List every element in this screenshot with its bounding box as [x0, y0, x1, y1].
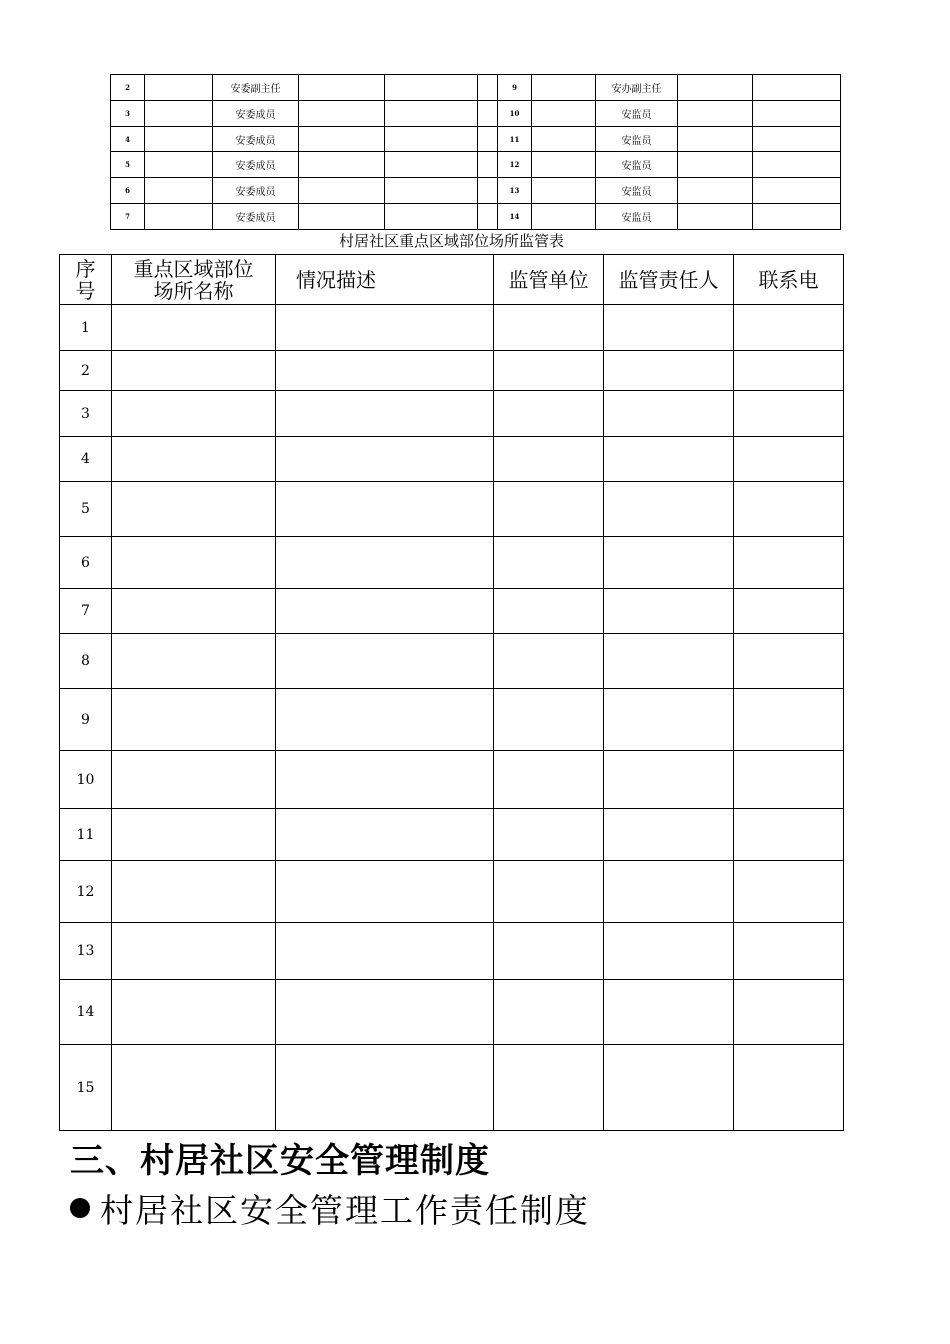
right-role: 安监员 — [596, 152, 678, 178]
supervision-table — [59, 254, 844, 1131]
empty-cell — [112, 861, 276, 923]
empty-cell — [604, 1045, 734, 1131]
empty-cell — [276, 634, 494, 689]
table-row — [111, 75, 841, 101]
right-row-number: 11 — [498, 126, 532, 152]
row-number: 13 — [60, 923, 112, 980]
empty-cell — [494, 391, 604, 437]
table-row — [60, 751, 844, 809]
empty-cell — [604, 305, 734, 351]
empty-cell — [494, 634, 604, 689]
table-row — [60, 391, 844, 437]
empty-cell — [734, 634, 844, 689]
empty-cell — [112, 351, 276, 391]
empty-cell — [112, 634, 276, 689]
row-number: 6 — [60, 537, 112, 589]
empty-cell — [734, 589, 844, 634]
empty-cell — [604, 689, 734, 751]
empty-cell — [112, 751, 276, 809]
left-role: 安委副主任 — [213, 75, 299, 101]
empty-cell — [604, 809, 734, 861]
table-row — [111, 152, 841, 178]
empty-cell — [276, 689, 494, 751]
right-row-number: 10 — [498, 100, 532, 126]
empty-cell — [734, 689, 844, 751]
left-row-number: 2 — [111, 75, 145, 101]
table-row — [60, 305, 844, 351]
right-role: 安监员 — [596, 126, 678, 152]
bullet-dot-icon — [70, 1198, 90, 1218]
table-caption: 村居社区重点区域部位场所监管表 — [338, 232, 564, 250]
empty-cell — [112, 923, 276, 980]
table-row — [60, 482, 844, 537]
empty-cell — [494, 305, 604, 351]
left-row-number: 6 — [111, 178, 145, 204]
empty-cell — [734, 482, 844, 537]
supervision-table-body — [60, 255, 844, 1131]
left-row-number: 5 — [111, 152, 145, 178]
committee-roster-body — [111, 75, 841, 230]
empty-cell — [276, 861, 494, 923]
right-role: 安办副主任 — [596, 75, 678, 101]
left-role: 安委成员 — [213, 178, 299, 204]
row-number: 11 — [60, 809, 112, 861]
row-number: 8 — [60, 634, 112, 689]
header-situation: 情况描述 — [276, 255, 494, 305]
section-heading: 三、村居社区安全管理制度 — [70, 1141, 490, 1181]
empty-cell — [276, 1045, 494, 1131]
empty-cell — [276, 351, 494, 391]
row-number: 15 — [60, 1045, 112, 1131]
table-row — [60, 809, 844, 861]
empty-cell — [276, 751, 494, 809]
right-role: 安监员 — [596, 178, 678, 204]
left-role: 安委成员 — [213, 152, 299, 178]
right-row-number: 14 — [498, 204, 532, 230]
empty-cell — [604, 861, 734, 923]
empty-cell — [276, 391, 494, 437]
empty-cell — [734, 1045, 844, 1131]
header-seq: 序号 — [60, 255, 112, 305]
table-row — [111, 178, 841, 204]
table-row — [60, 689, 844, 751]
right-role: 安监员 — [596, 100, 678, 126]
left-row-number: 3 — [111, 100, 145, 126]
empty-cell — [494, 980, 604, 1045]
empty-cell — [494, 809, 604, 861]
empty-cell — [494, 351, 604, 391]
left-role: 安委成员 — [213, 100, 299, 126]
empty-cell — [734, 305, 844, 351]
left-row-number: 4 — [111, 126, 145, 152]
table-row — [60, 861, 844, 923]
row-number: 3 — [60, 391, 112, 437]
empty-cell — [112, 589, 276, 634]
row-number: 4 — [60, 437, 112, 482]
right-role: 安监员 — [596, 204, 678, 230]
empty-cell — [604, 751, 734, 809]
empty-cell — [112, 537, 276, 589]
empty-cell — [734, 391, 844, 437]
header-unit: 监管单位 — [494, 255, 604, 305]
right-row-number: 13 — [498, 178, 532, 204]
empty-cell — [604, 391, 734, 437]
row-number: 7 — [60, 589, 112, 634]
empty-cell — [494, 751, 604, 809]
left-role: 安委成员 — [213, 204, 299, 230]
row-number: 2 — [60, 351, 112, 391]
empty-cell — [604, 589, 734, 634]
row-number: 1 — [60, 305, 112, 351]
row-number: 10 — [60, 751, 112, 809]
empty-cell — [276, 482, 494, 537]
empty-cell — [734, 861, 844, 923]
empty-cell — [734, 809, 844, 861]
empty-cell — [494, 1045, 604, 1131]
empty-cell — [604, 437, 734, 482]
header-person: 监管责任人 — [604, 255, 734, 305]
empty-cell — [494, 482, 604, 537]
table-row — [60, 1045, 844, 1131]
empty-cell — [276, 589, 494, 634]
table-row — [60, 537, 844, 589]
left-role: 安委成员 — [213, 126, 299, 152]
empty-cell — [112, 1045, 276, 1131]
empty-cell — [276, 809, 494, 861]
empty-cell — [494, 537, 604, 589]
empty-cell — [494, 923, 604, 980]
bullet-item-text: 村居社区安全管理工作责任制度 — [100, 1191, 590, 1230]
left-row-number: 7 — [111, 204, 145, 230]
empty-cell — [276, 537, 494, 589]
right-row-number: 9 — [498, 75, 532, 101]
empty-cell — [604, 351, 734, 391]
header-place-name: 重点区域部位场所名称 — [112, 255, 276, 305]
empty-cell — [734, 351, 844, 391]
table-row — [60, 980, 844, 1045]
empty-cell — [494, 861, 604, 923]
row-number: 9 — [60, 689, 112, 751]
table-row — [60, 437, 844, 482]
empty-cell — [734, 980, 844, 1045]
table-row — [111, 100, 841, 126]
row-number: 12 — [60, 861, 112, 923]
empty-cell — [604, 923, 734, 980]
committee-roster-table — [110, 74, 841, 230]
right-row-number: 12 — [498, 152, 532, 178]
empty-cell — [112, 437, 276, 482]
empty-cell — [734, 751, 844, 809]
empty-cell — [734, 923, 844, 980]
empty-cell — [112, 482, 276, 537]
header-row — [60, 255, 844, 305]
empty-cell — [112, 809, 276, 861]
empty-cell — [276, 437, 494, 482]
empty-cell — [276, 305, 494, 351]
table-row — [60, 589, 844, 634]
empty-cell — [604, 980, 734, 1045]
empty-cell — [604, 634, 734, 689]
empty-cell — [494, 589, 604, 634]
empty-cell — [494, 689, 604, 751]
header-phone: 联系电 — [734, 255, 844, 305]
empty-cell — [604, 537, 734, 589]
empty-cell — [734, 537, 844, 589]
empty-cell — [494, 437, 604, 482]
table-row — [111, 126, 841, 152]
empty-cell — [112, 980, 276, 1045]
row-number: 5 — [60, 482, 112, 537]
empty-cell — [734, 437, 844, 482]
table-row — [60, 923, 844, 980]
empty-cell — [112, 391, 276, 437]
empty-cell — [112, 689, 276, 751]
table-row — [111, 204, 841, 230]
empty-cell — [276, 923, 494, 980]
table-row — [60, 351, 844, 391]
table-row — [60, 634, 844, 689]
empty-cell — [604, 482, 734, 537]
empty-cell — [112, 305, 276, 351]
bullet-item — [70, 1185, 590, 1232]
row-number: 14 — [60, 980, 112, 1045]
empty-cell — [276, 980, 494, 1045]
